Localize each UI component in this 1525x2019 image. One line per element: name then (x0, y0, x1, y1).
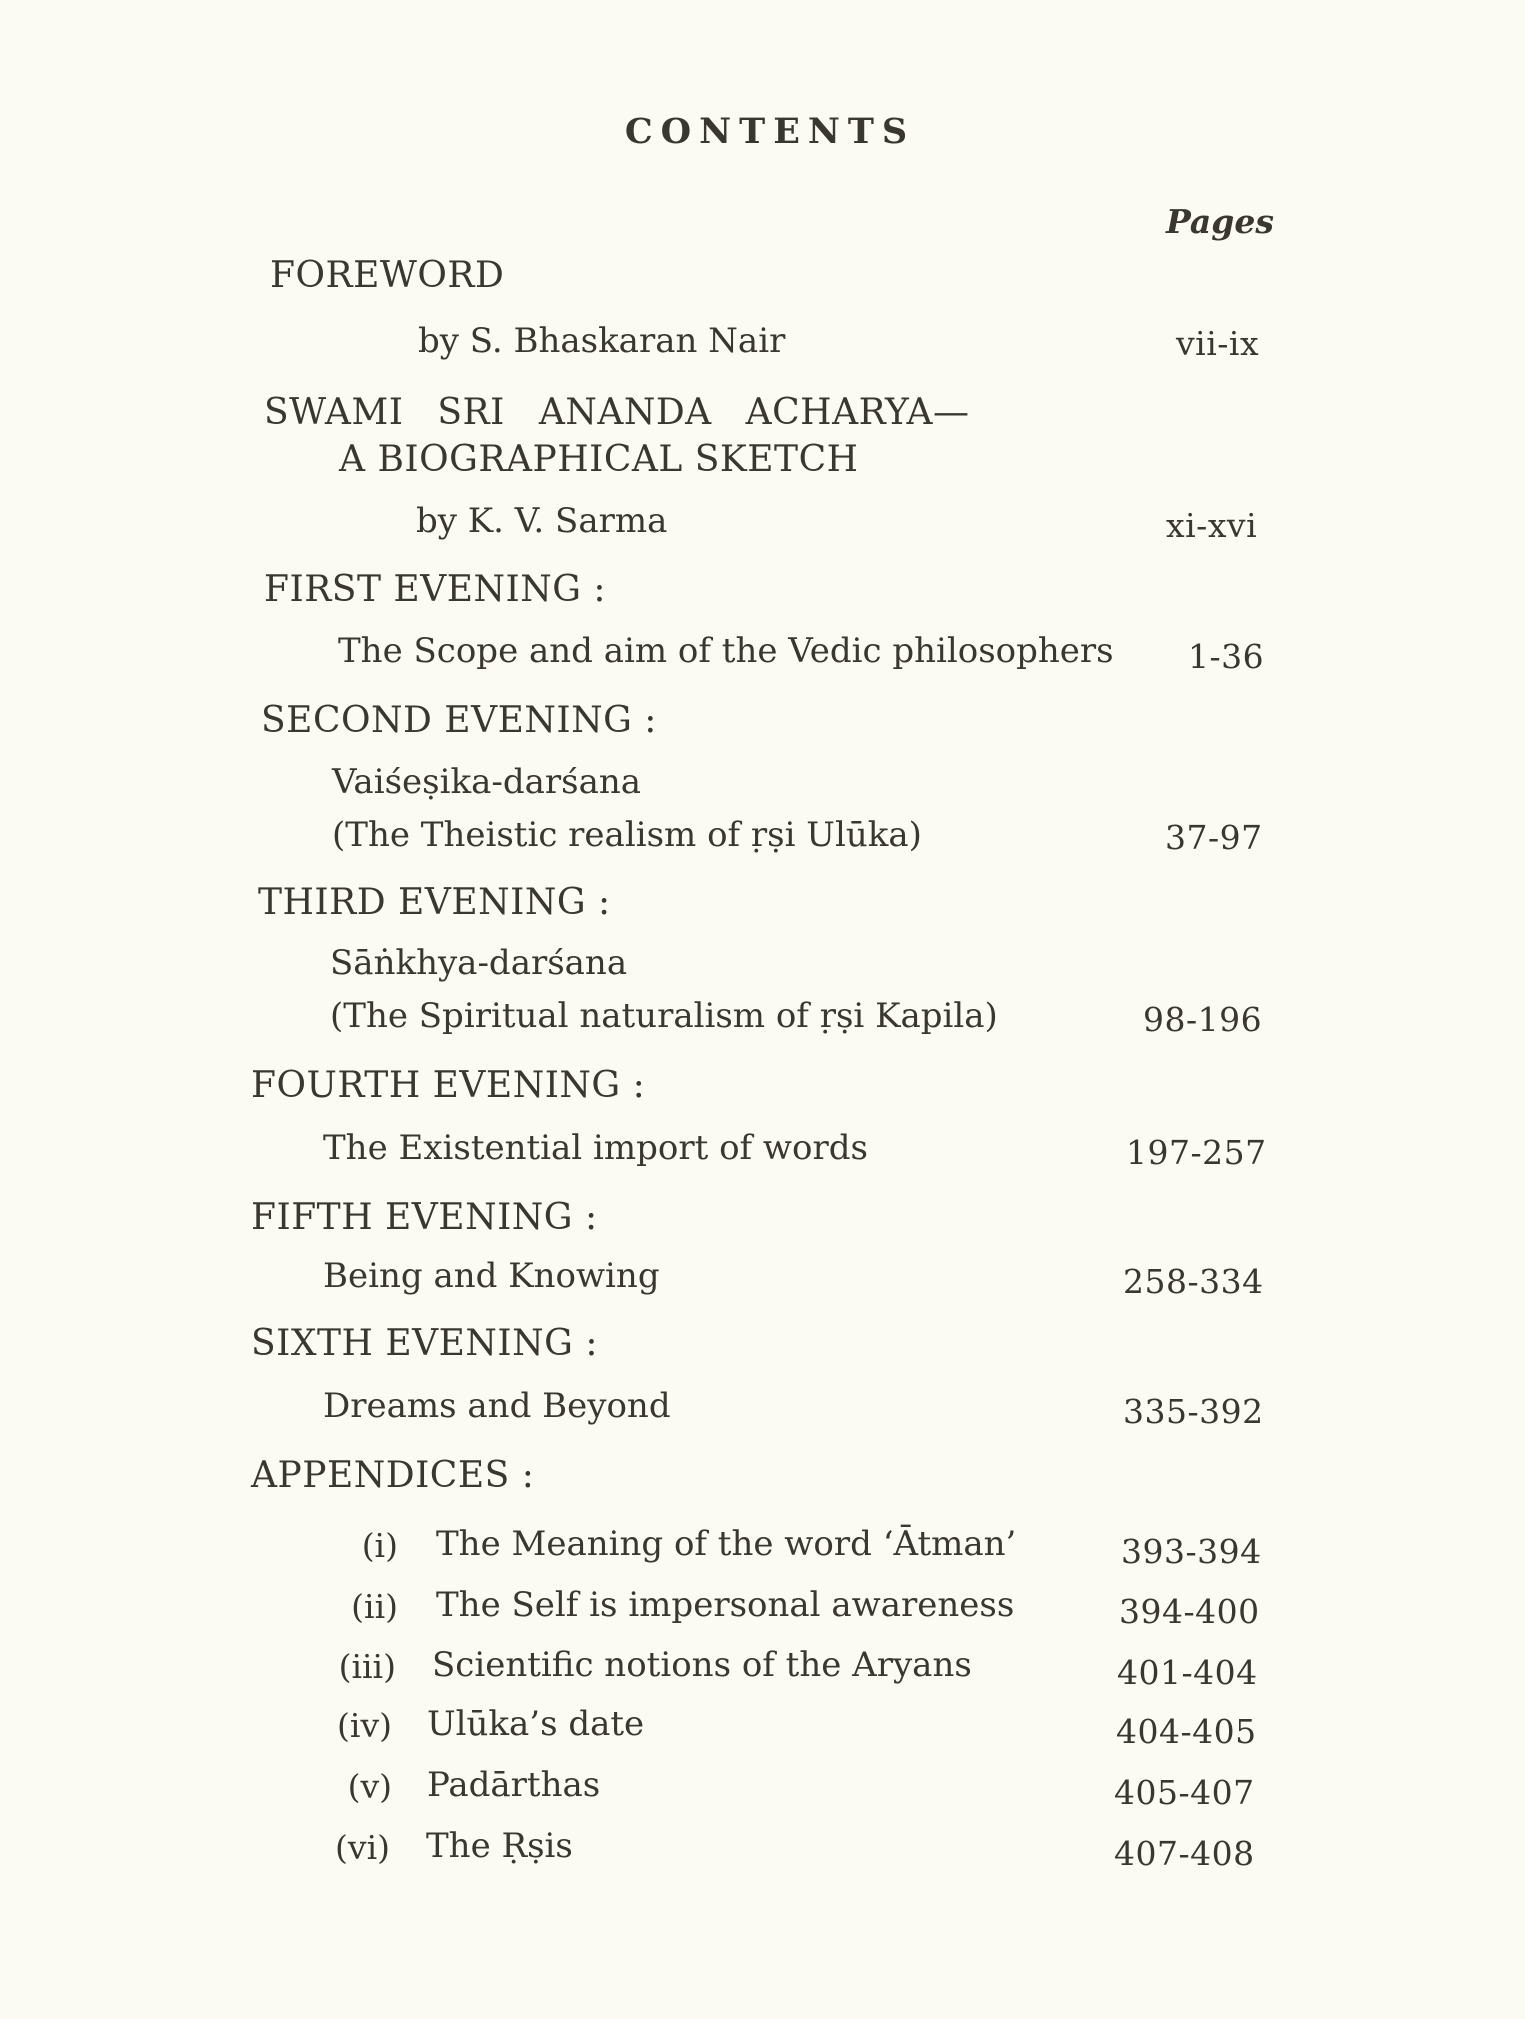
appendix-title: Scientific notions of the Aryans (432, 1645, 972, 1685)
biography-pages: xi-xvi (1166, 506, 1258, 545)
appendix-pages: 401-404 (1117, 1653, 1258, 1692)
appendix-title: Padārthas (427, 1765, 601, 1805)
appendix-pages: 404-405 (1116, 1712, 1257, 1751)
fifth-evening-pages: 258-334 (1123, 1262, 1264, 1301)
sixth-evening-title: Dreams and Beyond (323, 1386, 671, 1426)
appendices-heading: APPENDICES : (251, 1455, 535, 1496)
second-evening-heading: SECOND EVENING : (261, 700, 657, 741)
appendix-number: (i) (361, 1526, 398, 1565)
appendix-number: (iv) (337, 1706, 392, 1745)
third-evening-title-line2: (The Spiritual naturalism of ṛṣi Kapila) (330, 996, 998, 1036)
biography-heading-line2: A BIOGRAPHICAL SKETCH (339, 439, 859, 480)
first-evening-heading: FIRST EVENING : (264, 569, 607, 610)
first-evening-title: The Scope and aim of the Vedic philosophers (338, 631, 1114, 671)
appendix-pages: 393-394 (1121, 1532, 1262, 1571)
appendix-number: (iii) (338, 1647, 396, 1686)
fourth-evening-heading: FOURTH EVENING : (251, 1065, 646, 1106)
fifth-evening-heading: FIFTH EVENING : (251, 1197, 598, 1238)
appendix-number: (v) (347, 1767, 392, 1806)
fourth-evening-pages: 197-257 (1126, 1133, 1267, 1172)
sixth-evening-pages: 335-392 (1123, 1392, 1264, 1431)
third-evening-pages: 98-196 (1143, 1000, 1263, 1039)
biography-heading-line1: SWAMI SRI ANANDA ACHARYA— (264, 392, 970, 433)
second-evening-title-line1: Vaiśeṣika-darśana (332, 762, 642, 802)
third-evening-title-line1: Sāṅkhya-darśana (330, 943, 628, 983)
fifth-evening-title: Being and Knowing (323, 1256, 660, 1296)
appendix-title: The Self is impersonal awareness (436, 1585, 1015, 1625)
second-evening-title-line2: (The Theistic realism of ṛṣi Ulūka) (332, 815, 922, 855)
third-evening-heading: THIRD EVENING : (258, 882, 611, 923)
appendix-pages: 405-407 (1114, 1773, 1255, 1812)
appendix-number: (ii) (351, 1587, 398, 1626)
foreword-heading: FOREWORD (270, 255, 505, 296)
sixth-evening-heading: SIXTH EVENING : (251, 1323, 598, 1364)
appendix-number: (vi) (335, 1828, 390, 1867)
foreword-pages: vii-ix (1176, 324, 1260, 363)
page-title: CONTENTS (624, 111, 916, 152)
biography-author: by K. V. Sarma (416, 501, 668, 541)
second-evening-pages: 37-97 (1165, 818, 1263, 857)
appendix-pages: 407-408 (1114, 1834, 1255, 1873)
pages-column-label: Pages (1166, 202, 1274, 241)
appendix-title: The Meaning of the word ‘Ātman’ (436, 1524, 1017, 1564)
appendix-title: The Ṛṣis (426, 1826, 573, 1866)
appendix-title: Ulūka’s date (427, 1704, 645, 1744)
appendix-pages: 394-400 (1119, 1592, 1260, 1631)
first-evening-pages: 1-36 (1188, 637, 1265, 676)
fourth-evening-title: The Existential import of words (323, 1128, 868, 1168)
foreword-author: by S. Bhaskaran Nair (418, 321, 786, 361)
